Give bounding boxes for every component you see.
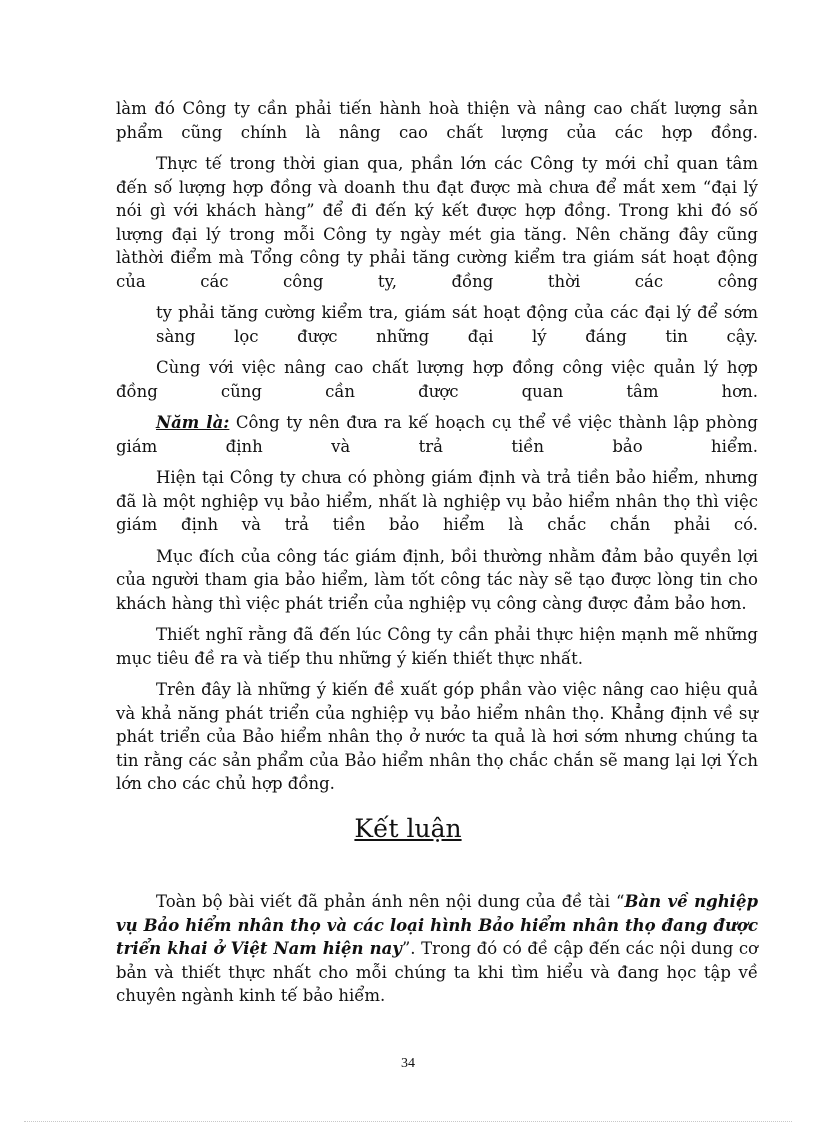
conclusion-before: Toàn bộ bài viết đã phản ánh nên nội dung của đề tài “: [156, 892, 625, 911]
footer-divider: [24, 1121, 792, 1122]
thesis-title: Bàn về nghiệp vụ Bảo hiểm nhân thọ và các loại hình Bảo hiểm nhân thọ đang được triển khai ở Việt Nam hiện nay: [116, 892, 758, 958]
conclusion-after: ”. Trong đó có đề cập đến các nội dung cơ bản và thiết thực nhất cho mỗi chúng ta khi tìm hiểu và đang học tập về chuyên ngành kinh tế bảo hiểm.: [116, 939, 758, 1005]
paragraph-5-text: Công ty nên đưa ra kế hoạch cụ thể về việc thành lập phòng giám định và trả tiền bảo hiểm.: [116, 413, 758, 456]
section-heading: Kết luận: [354, 814, 462, 843]
body-text: [116, 97, 758, 804]
paragraph-6: Hiện tại Công ty chưa có phòng giám định và trả tiền bảo hiểm, nhưng đã là một nghiệp vụ bảo hiểm, nhất là nghiệp vụ bảo hiểm nhân thọ thì việc giám định và trả tiền bảo hiểm là chắc chắn phải có.: [116, 468, 758, 534]
paragraph-5-lead: Năm là:: [156, 413, 230, 432]
paragraph-7: Mục đích của công tác giám định, bồi thường nhằm đảm bảo quyền lợi của người tham gia bảo hiểm, làm tốt công tác này sẽ tạo được lòng tin cho khách hàng thì việc phát triển của nghiệp vụ công càng được đảm bảo hơn.: [116, 546, 758, 613]
paragraph-4: Cùng với việc nâng cao chất lượng hợp đồng công việc quản lý hợp đồng cũng cần được quan tâm hơn.: [116, 358, 758, 401]
conclusion-paragraph: [116, 890, 758, 1008]
paragraph-9: Trên đây là những ý kiến đề xuất góp phần vào việc nâng cao hiệu quả và khả năng phát triển của nghiệp vụ bảo hiểm nhân thọ. Khẳng định về sự phát triển của Bảo hiểm nhân thọ ở nước ta quả là hơi sớm nhưng chúng ta tin rằng các sản phẩm của Bảo hiểm nhân thọ chắc chắn sẽ mang lại lợi Ých lớn cho các chủ hợp đồng.: [116, 680, 758, 793]
paragraph-3: ty phải tăng cường kiểm tra, giám sát hoạt động của các đại lý để sớm sàng lọc được những đại lý đáng tin cậy.: [156, 303, 758, 346]
paragraph-1: làm đó Công ty cần phải tiến hành hoà thiện và nâng cao chất lượng sản phẩm cũng chính là nâng cao chất lượng của các hợp đồng.: [116, 99, 758, 142]
page-number: 34: [401, 1056, 415, 1071]
paragraph-8: Thiết nghĩ rằng đã đến lúc Công ty cần phải thực hiện mạnh mẽ những mục tiêu đề ra và tiếp thu những ý kiến thiết thực nhất.: [116, 625, 758, 668]
conclusion-section: [116, 890, 758, 1016]
paragraph-2: Thực tế trong thời gian qua, phần lớn các Công ty mới chỉ quan tâm đến số lượng hợp đồng và doanh thu đạt được mà chưa để mắt xem “đại lý nói gì với khách hàng” để đi đến ký kết được hợp đồng. Trong khi đó số lượng đại lý trong mỗi Công ty ngày mét gia tăng. Nên chăng đây cũng làthời điểm mà Tổng công ty phải tăng cường kiểm tra giám sát hoạt động của các công ty, đồng thời các công: [116, 154, 758, 291]
paragraph-5: [116, 411, 758, 458]
